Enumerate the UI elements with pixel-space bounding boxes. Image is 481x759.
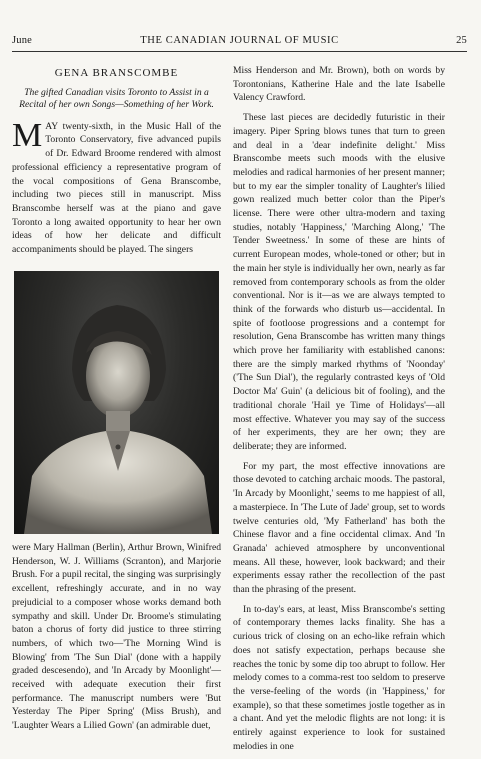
page-number: 25 — [456, 35, 467, 46]
article-title: GENA BRANSCOMBE — [54, 67, 179, 79]
right-column — [233, 64, 445, 753]
portrait-photograph — [14, 271, 219, 534]
opening-paragraph-text: AY twenty-sixth, in the Music Hall of the Toronto Conservatory, five advanced pupils of Dr. Edward Broome rendered with almost professional efficiency a representative program of the vocal compositions of Gena Branscombe, including two pieces still in manuscript. Miss Branscombe herself was at the piano and gave Toronto a long awaited opportunity to hear her own ideas of how her delicate and difficult accompaniments should be played. The singers — [12, 120, 221, 256]
left-bottom-paragraph: were Mary Hallman (Berlin), Arthur Brown, Winifred Henderson, W. J. Williams (Scranton), and Marjorie Brush. For a pupil recital, the singing was surprisingly excellent, refreshingly accurate, and in no way prejudicial to a composer whose works demand both sympathy and skill. Under Dr. Broome's stimulating baton a chorus of forty did justice to three stirring numbers, of which two—'The Morning Wind is Blowing' from 'The Sun Dial' (done with a happily graded descesendo), and 'In Arcady by Moonlight'—received with adequate execution their first performance. The manuscript numbers were 'But Yesterday The Piper Spring' (Miss Brush), and 'Laughter Wears a Lilied Gown' (an admirable duet, — [12, 542, 221, 732]
header-rule — [12, 51, 467, 52]
drop-cap: M — [12, 116, 43, 154]
left-column-bottom — [12, 541, 221, 733]
running-header — [12, 35, 467, 49]
header-month: June — [12, 35, 33, 46]
right-paragraph-3: For my part, the most effective innovations are those devoted to catching archaic moods. The pastoral, 'In Arcady by Moonlight,' seems to me happiest of all, a masterpiece. In 'The Lute of Jade' group, set to words twelve centuries old, 'My Fatherland' has both the Chinese flavor and a fine occidental climax. And 'In Granada' achieved atmosphere by unconventional means. All these, however, look backward; and their experiments essay rather the recollection of the past than the phrasing of the present. — [233, 460, 445, 596]
right-paragraph-1: Miss Henderson and Mr. Brown), both on words by Torontonians, Katherine Hale and the late Isabelle Valency Crawford. — [233, 65, 445, 104]
article-subtitle: The gifted Canadian visits Toronto to Assist in a Recital of her own Songs—Something of her Work. — [19, 86, 214, 111]
journal-title: THE CANADIAN JOURNAL OF MUSIC — [140, 35, 339, 46]
portrait-icon — [14, 271, 219, 534]
right-paragraph-4: In to-day's ears, at least, Miss Branscombe's setting of contemporary themes lacks finality. She has a curious trick of closing on an echo-like refrain which does not satisfy expectation, perhaps because she reaches the tonic by some dip too abrupt to follow. Her melody comes to a comma-rest too seldom to preserve the verse-feeling of the words (in 'Happiness,' for example), so that these sometimes jostle together as in a chant. And yet the melodic flights are not long: it is entirely against experience to look for sustained melodies in one — [233, 603, 445, 752]
left-column-top — [12, 64, 221, 257]
opening-paragraph — [12, 116, 221, 257]
right-paragraph-2: These last pieces are decidedly futuristic in their imagery. Piper Spring blows tunes that turn to green and deal in a 'dear indefinite delight.' Miss Branscombe meets such moods with the elusive melodies and radical harmonies of her present manner; but to my ear the simpler tonality of Laughter's lilied gown realized much better color than the Piper's license. There were other ultra-modern and taxing studies, notably 'Happiness,' 'Marching Along,' 'The Tender Sweetness.' In some of these are hints of current European modes, whole-toned or other; but in the main her style is individually her own, nearly as far removed from contemporary schools as from the older conventional. Nor is it—as we are always tempted to think of the forwards who disturb us—accidental. In spite of footloose progressions and a contempt for resolution, Gena Branscombe has written many things which prove her familiarity with established canons: there are the simply marked rhythms of 'Noonday' ('The Sun Dial'), the regularly contrasted keys of 'Old Doctor Ma' Guin' (a delicious bit of fooling), and the traditional chorale 'Hail ye Time of Holidays'—all most effective. Whatever you may say of the success of her experiments, they are her own; they are deliberate; they are informed. — [233, 112, 445, 452]
